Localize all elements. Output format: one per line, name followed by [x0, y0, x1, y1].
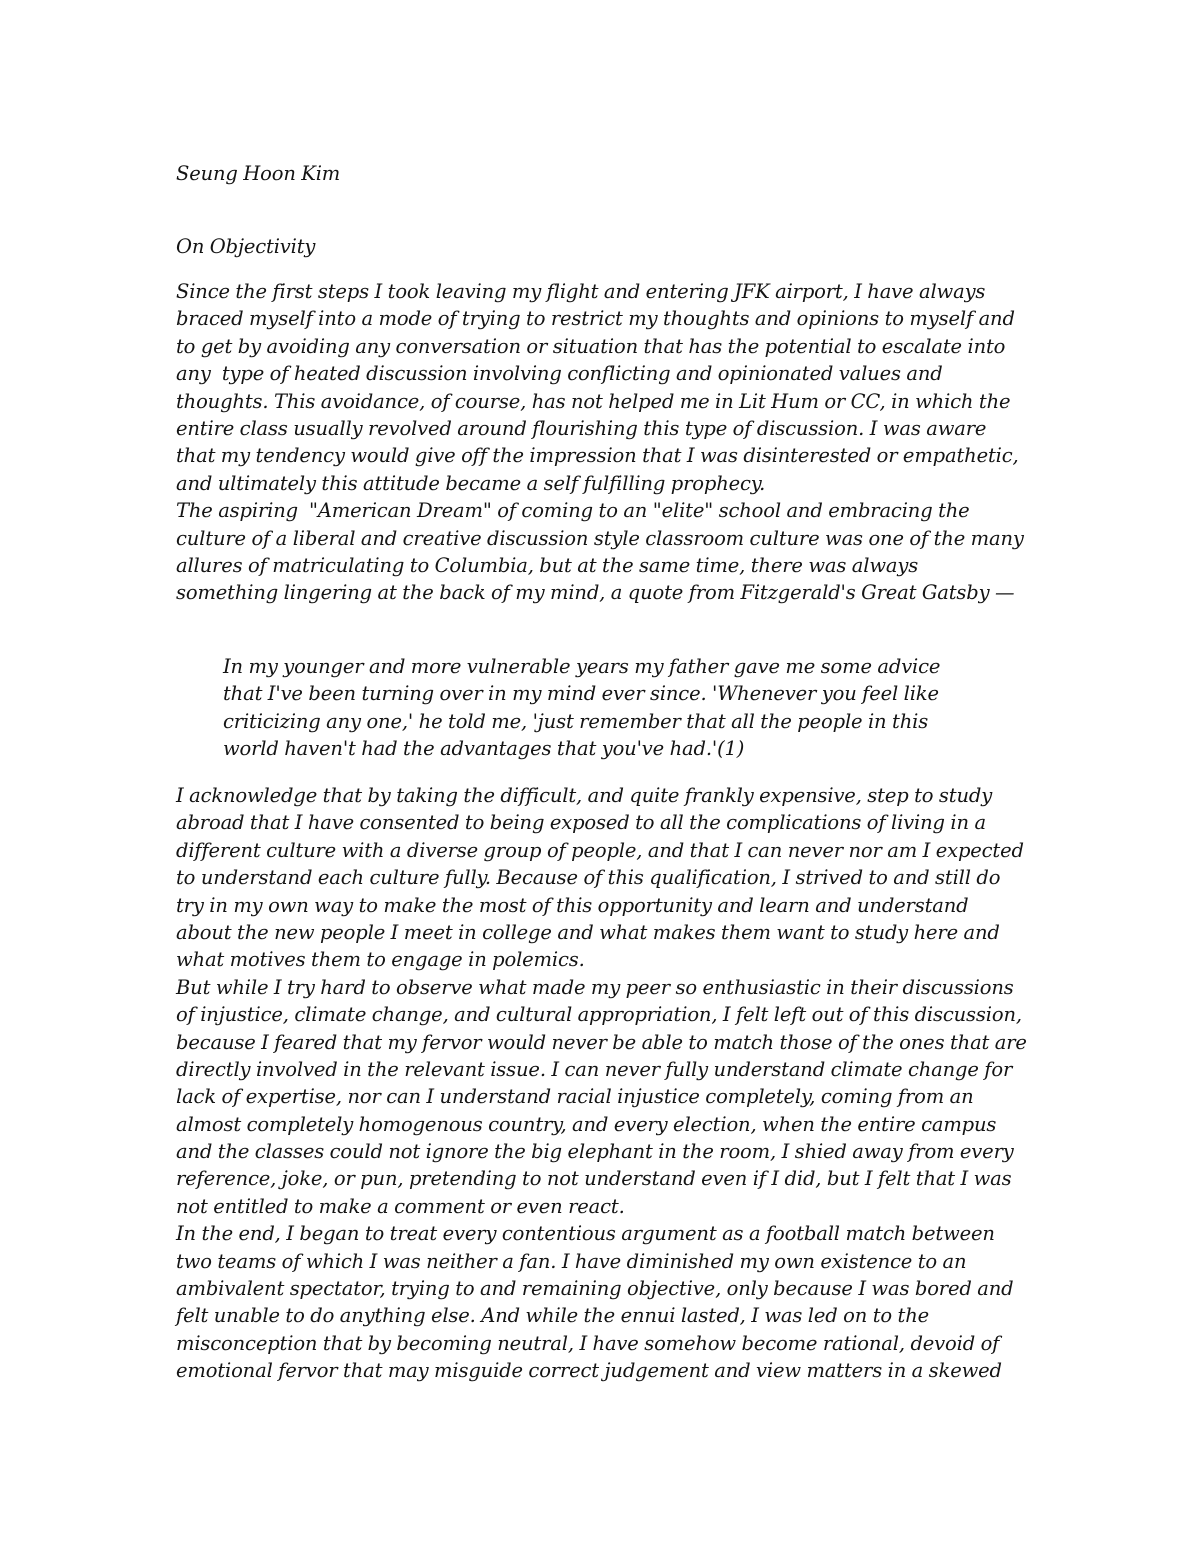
- text-line: try in my own way to make the most of this opportunity and learn and understand: [176, 893, 969, 917]
- block-quote: [223, 653, 1023, 763]
- text-line: what motives them to engage in polemics.: [176, 948, 585, 972]
- text-line: felt unable to do anything else. And while the ennui lasted, I was led on to the: [176, 1304, 930, 1328]
- text-line: to get by avoiding any conversation or situation that has the potential to escalate into: [176, 334, 1006, 358]
- text-line: misconception that by becoming neutral, I have somehow become rational, devoid of: [176, 1331, 1000, 1355]
- text-line: allures of matriculating to Columbia, but at the same time, there was always: [176, 553, 919, 577]
- text-line: lack of expertise, nor can I understand racial injustice completely, coming from an: [176, 1085, 974, 1109]
- text-line: emotional fervor that may misguide correct judgement and view matters in a skewed: [176, 1359, 1002, 1383]
- text-line: thoughts. This avoidance, of course, has not helped me in Lit Hum or CC, in which the: [176, 389, 1011, 413]
- text-line: that my tendency would give off the impression that I was disinterested or empathetic,: [176, 444, 1019, 468]
- quote-line: In my younger and more vulnerable years my father gave me some advice: [223, 655, 941, 678]
- text-line: of injustice, climate change, and cultural appropriation, I felt left out of this discussion,: [176, 1003, 1022, 1027]
- text-line: I acknowledge that by taking the difficult, and quite frankly expensive, step to study: [176, 784, 993, 807]
- text-line: any type of heated discussion involving conflicting and opinionated values and: [176, 362, 943, 386]
- text-line: something lingering at the back of my mind, a quote from Fitzgerald's Great Gatsby —: [176, 581, 1015, 605]
- quote-line: criticizing any one,' he told me, 'just remember that all the people in this: [223, 709, 929, 733]
- text-line: reference, joke, or pun, pretending to not understand even if I did, but I felt that I was: [176, 1167, 1012, 1191]
- text-line: Since the first steps I took leaving my flight and entering JFK airport, I have always: [176, 280, 986, 303]
- text-line: abroad that I have consented to being exposed to all the complications of living in a: [176, 811, 986, 835]
- text-line: directly involved in the relevant issue. I can never fully understand climate change for: [176, 1057, 1013, 1081]
- text-line: two teams of which I was neither a fan. I have diminished my own existence to an: [176, 1249, 967, 1273]
- text-line: braced myself into a mode of trying to restrict my thoughts and opinions to myself and: [176, 307, 1015, 331]
- quote-line: world haven't had the advantages that you've had.'(1): [223, 737, 745, 761]
- essay-title: On Objectivity: [176, 235, 316, 258]
- text-line: The aspiring "American Dream" of coming to an "elite" school and embracing the: [176, 499, 970, 523]
- text-line: culture of a liberal and creative discussion style classroom culture was one of the many: [176, 526, 1024, 550]
- text-line: because I feared that my fervor would never be able to match those of the ones that are: [176, 1030, 1027, 1054]
- text-line: almost completely homogenous country, and every election, when the entire campus: [176, 1112, 997, 1136]
- text-line: and ultimately this attitude became a self fulfilling prophecy.: [176, 471, 766, 495]
- text-line: entire class usually revolved around flourishing this type of discussion. I was aware: [176, 416, 987, 440]
- text-line: and the classes could not ignore the big elephant in the room, I shied away from every: [176, 1140, 1014, 1164]
- closing-paragraphs: [176, 782, 1056, 1385]
- quote-line: that I've been turning over in my mind ever since. 'Whenever you feel like: [223, 682, 939, 706]
- text-line: to understand each culture fully. Because of this qualification, I strived to and still do: [176, 866, 1001, 890]
- text-line: about the new people I meet in college and what makes them want to study here and: [176, 920, 1000, 944]
- text-line: not entitled to make a comment or even react.: [176, 1194, 625, 1218]
- text-line: But while I try hard to observe what made my peer so enthusiastic in their discussions: [176, 975, 1014, 999]
- opening-paragraphs: [176, 278, 1056, 607]
- text-line: different culture with a diverse group of people, and that I can never nor am I expected: [176, 838, 1024, 862]
- author-name: Seung Hoon Kim: [176, 162, 341, 185]
- text-line: ambivalent spectator, trying to and remaining objective, only because I was bored and: [176, 1277, 1014, 1301]
- text-line: In the end, I began to treat every contentious argument as a football match between: [176, 1222, 995, 1246]
